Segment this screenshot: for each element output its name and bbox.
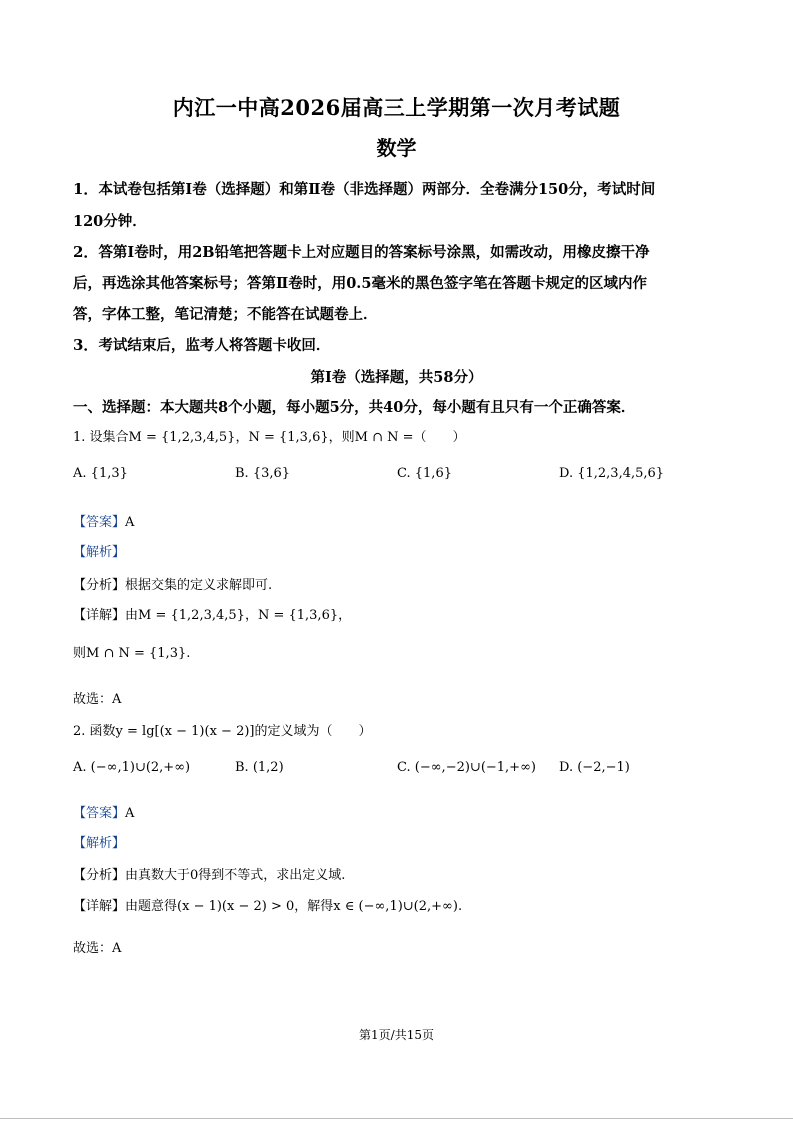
q1-option-d[interactable]: D. {1,2,3,4,5,6}: [559, 466, 665, 481]
q1-option-c[interactable]: C. {1,6}: [397, 466, 452, 481]
q2-option-c[interactable]: C. (−∞,−2)∪(−1,+∞): [397, 760, 536, 775]
q1-option-a[interactable]: A. {1,3}: [73, 466, 128, 481]
q1-option-b[interactable]: B. {3,6}: [235, 466, 291, 481]
question-2-stem: 2. 函数y = lg[(x − 1)(x − 2)]的定义域为（ ）: [73, 724, 372, 739]
q2-detail: 【详解】由题意得(x − 1)(x − 2) > 0，解得x ∈ (−∞,1)∪(2,+∞).: [73, 899, 463, 914]
q1-choose: 故选：A: [73, 692, 122, 707]
q2-analysis-tag: 【解析】: [73, 836, 126, 851]
q2-choose: 故选：A: [73, 941, 122, 956]
instruction-1: 1．本试卷包括第Ⅰ卷（选择题）和第Ⅱ卷（非选择题）两部分．全卷满分150分，考试时间: [73, 180, 656, 198]
q1-detail-result: 则M ∩ N = {1,3}.: [73, 646, 191, 661]
instruction-2: 2．答第Ⅰ卷时，用2B铅笔把答题卡上对应题目的答案标号涂黑，如需改动，用橡皮擦干净: [73, 243, 650, 261]
q2-option-b[interactable]: B. (1,2): [235, 760, 284, 775]
instruction-1-cont: 120分钟．: [73, 213, 147, 230]
section-heading: 第Ⅰ卷（选择题，共58分）: [310, 369, 483, 386]
page-footer: 第1页/共15页: [359, 1028, 434, 1042]
q1-answer: 【答案】A: [73, 515, 135, 530]
q2-answer: 【答案】A: [73, 806, 135, 821]
q2-option-a[interactable]: A. (−∞,1)∪(2,+∞): [73, 760, 191, 775]
instruction-2-cont1: 后，再选涂其他答案标号；答第Ⅱ卷时，用0.5毫米的黑色签字笔在答题卡规定的区域内作: [73, 275, 647, 292]
exam-title: 内江一中高2026届高三上学期第一次月考试题: [172, 95, 621, 120]
q2-fenxi: 【分析】由真数大于0得到不等式，求出定义域.: [73, 868, 346, 883]
intersection-expr: M ∩ N =: [354, 430, 414, 445]
question-1-stem: 1. 设集合M = {1,2,3,4,5}，N = {1,3,6}，则M ∩ N =（ ）: [73, 430, 466, 445]
instruction-2-cont2: 答，字体工整，笔记清楚；不能答在试题卷上．: [73, 306, 378, 323]
q1-detail: 【详解】由M = {1,2,3,4,5}，N = {1,3,6}，: [73, 608, 352, 623]
set-n: N = {1,3,6}: [248, 430, 329, 445]
subject-title: 数学: [376, 136, 417, 160]
set-m: M = {1,2,3,4,5}: [128, 430, 236, 445]
function-expr: y = lg[(x − 1)(x − 2)]: [115, 724, 255, 739]
bottom-divider: [0, 1118, 793, 1119]
part-heading: 一、选择题：本大题共8个小题，每小题5分，共40分，每小题有且只有一个正确答案．: [73, 399, 636, 416]
instruction-3: 3．考试结束后，监考人将答题卡收回．: [73, 336, 331, 354]
q1-analysis-tag: 【解析】: [73, 545, 126, 560]
q1-fenxi: 【分析】根据交集的定义求解即可.: [73, 578, 273, 593]
q2-option-d[interactable]: D. (−2,−1): [559, 760, 630, 775]
